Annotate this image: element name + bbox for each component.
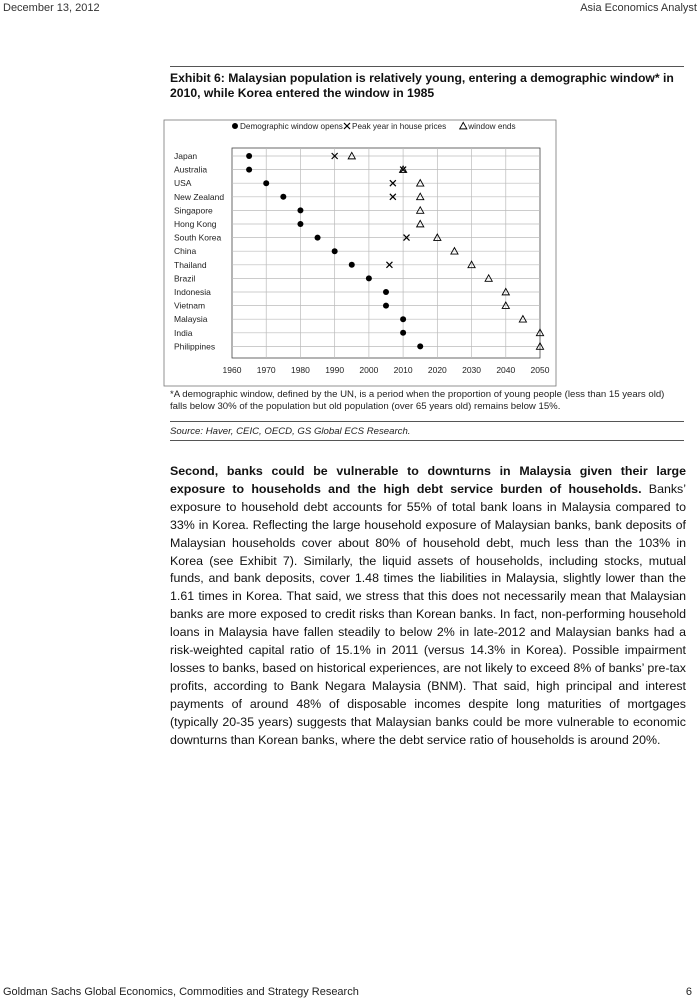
point-triangle-usa — [417, 180, 424, 186]
point-dot-philippines — [417, 343, 423, 349]
exhibit-bottom-rule — [170, 440, 684, 441]
category-label-japan: Japan — [174, 151, 198, 161]
category-label-india: India — [174, 327, 193, 338]
legend-marker-x — [344, 123, 350, 129]
footer-page-number: 6 — [685, 986, 692, 998]
x-tick-label-2020: 2020 — [427, 365, 447, 375]
category-label-indonesia: Indonesia — [174, 287, 211, 297]
point-triangle-hong-kong — [417, 220, 424, 226]
exhibit-footnote: *A demographic window, defined by the UN, is a period when the proportion of young people (less than 15 years old) falls below 30% of the population but old population (over 65 years old) remains below 15%. — [170, 389, 665, 412]
point-dot-vietnam — [383, 303, 389, 309]
point-triangle-malaysia — [519, 316, 526, 322]
body-paragraph — [170, 463, 686, 750]
x-tick-label-2030: 2030 — [462, 365, 482, 375]
point-triangle-brazil — [485, 275, 492, 281]
point-dot-indonesia — [383, 289, 389, 295]
point-triangle-singapore — [417, 207, 424, 213]
point-dot-brazil — [366, 275, 372, 281]
exhibit-source: Source: Haver, CEIC, OECD, GS Global ECS Research. — [170, 426, 411, 437]
x-tick-label-2040: 2040 — [496, 365, 516, 375]
category-label-singapore: Singapore — [174, 205, 213, 216]
category-label-new-zealand: New Zealand — [174, 191, 225, 202]
body-lead-sentence: Second, banks could be vulnerable to downturns in Malaysia given their large exposure to households and the high debt service burden of households. — [170, 464, 686, 496]
point-dot-australia — [246, 167, 252, 173]
point-dot-new-zealand — [280, 194, 286, 200]
point-triangle-china — [451, 248, 458, 254]
point-dot-india — [400, 330, 406, 336]
legend-label-triangle: window ends — [468, 122, 516, 131]
point-triangle-japan — [348, 152, 355, 158]
point-dot-malaysia — [400, 316, 406, 322]
point-dot-thailand — [349, 262, 355, 268]
legend-marker-dot — [232, 123, 238, 129]
exhibit-title: Exhibit 6: Malaysian population is relatively young, entering a demographic window* in 2010, while Korea entered the window in 1985 — [170, 71, 674, 100]
point-triangle-new-zealand — [417, 193, 424, 199]
exhibit-top-rule — [170, 66, 684, 67]
category-label-vietnam: Vietnam — [174, 300, 206, 311]
legend-label-x: Peak year in house prices — [352, 122, 447, 131]
x-tick-label-2050: 2050 — [530, 365, 550, 375]
category-label-malaysia: Malaysia — [174, 314, 208, 325]
category-label-brazil: Brazil — [174, 273, 196, 284]
legend-marker-triangle — [460, 122, 467, 128]
header-date: December 13, 2012 — [3, 2, 100, 14]
x-tick-label-1960: 1960 — [222, 365, 242, 375]
category-label-usa: USA — [174, 178, 192, 189]
header-publication: Asia Economics Analyst — [580, 2, 697, 14]
category-label-australia: Australia — [174, 164, 208, 175]
category-label-hong-kong: Hong Kong — [174, 219, 217, 229]
body-text: Banks’ exposure to household debt accounts for 55% of total bank loans in Malaysia compared to 33% in Korea. Reflecting the large household exposure of Malaysian banks, bank deposits of Malaysian households cover about 80% of household debt, much less than the 103% in Korea (see Exhibit 7). Similarly, the liquid assets of households, including stocks, mutual funds, and bank deposits, cover 1.48 times the liabilities in Malaysia, slightly lower than the 1.61 times in Korea. That said, we stress that this does not necessarily mean that Malaysian banks are more exposed to credit risks than Korean banks. In fact, non-performing household loans in Malaysia have fallen steadily to below 2% in late-2012 and Malaysian banks had a risk-weighted capital ratio of 15.1% in 2011 (versus 14.3% in Korea). Possible impairment losses to banks, based on historical experiences, are not likely to exceed 8% of banks’ pre-tax profits, according to Bank Negara Malaysia (BNM). That said, high principal and interest payments of around 48% of disposable incomes despite long maturities of mortgages (typically 20-35 years) suggests that Malaysian banks could be more vulnerable to economic downturns than Korean banks, where the debt service ratio of households is around 20%. — [170, 481, 686, 747]
point-dot-singapore — [297, 207, 303, 213]
footnote-rule — [170, 421, 684, 422]
demographic-window-chart — [160, 118, 560, 388]
category-label-thailand: Thailand — [174, 259, 207, 270]
legend-label-dot: Demographic window opens — [240, 122, 343, 131]
category-label-china: China — [174, 246, 197, 257]
point-dot-south-korea — [315, 235, 321, 241]
category-label-philippines: Philippines — [174, 341, 216, 352]
point-dot-hong-kong — [297, 221, 303, 227]
x-tick-label-2010: 2010 — [393, 365, 413, 375]
point-dot-china — [332, 248, 338, 254]
footer-org: Goldman Sachs Global Economics, Commodities and Strategy Research — [3, 986, 359, 998]
x-tick-label-1990: 1990 — [325, 365, 345, 375]
category-label-south-korea: South Korea — [174, 232, 222, 243]
plot-area — [232, 148, 540, 358]
point-dot-usa — [263, 180, 269, 186]
x-tick-label-1970: 1970 — [256, 365, 276, 375]
x-tick-label-2000: 2000 — [359, 365, 379, 375]
point-dot-japan — [246, 153, 252, 159]
x-tick-label-1980: 1980 — [290, 365, 310, 375]
